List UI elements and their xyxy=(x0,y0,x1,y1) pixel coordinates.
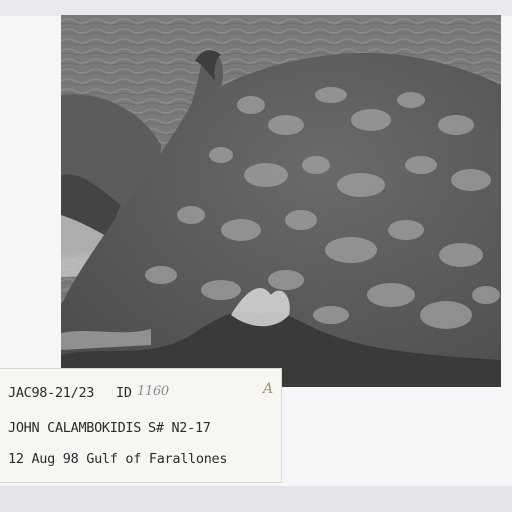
specimen-label xyxy=(0,369,281,482)
sighting-number: S# N2-17 xyxy=(148,420,211,436)
whale-photo xyxy=(61,15,501,387)
photographer-name: JOHN CALAMBOKIDIS xyxy=(8,420,142,436)
id-prefix: ID xyxy=(116,385,132,401)
handwritten-mark: A xyxy=(263,381,273,397)
date-location: 12 Aug 98 Gulf of Farallones xyxy=(8,451,228,467)
whale-photo-graphic xyxy=(61,15,501,387)
catalog-number: JAC98-21/23 xyxy=(8,385,95,401)
bottom-strip xyxy=(0,486,512,512)
id-value: 1160 xyxy=(137,384,169,399)
